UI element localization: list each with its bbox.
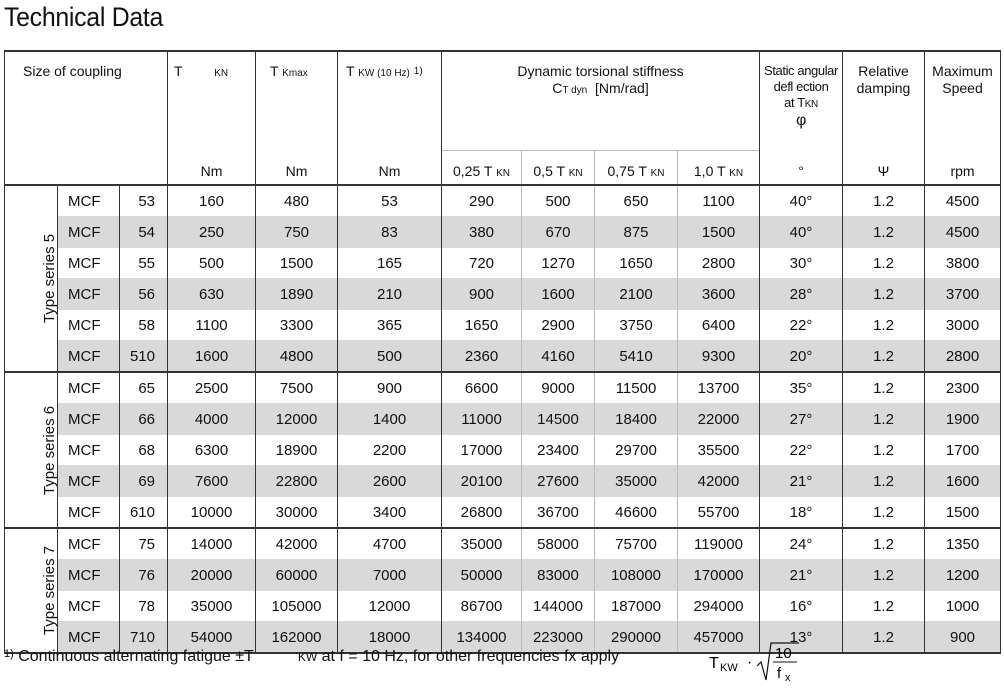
table-cell: 14500 <box>522 404 595 435</box>
table-cell: 500 <box>522 185 595 217</box>
table-cell: 3800 <box>925 248 1001 279</box>
table-cell: 1650 <box>595 248 678 279</box>
static-header: Static angular defl ection at TKN φ <box>760 51 843 151</box>
table-cell: 86700 <box>442 591 522 622</box>
table-cell: MCF <box>58 622 120 654</box>
unit-c075: 0,75 T KN <box>595 151 678 186</box>
table-cell: 42000 <box>256 528 338 560</box>
table-cell: 290 <box>442 185 522 217</box>
table-cell: 650 <box>595 185 678 217</box>
table-cell: 28° <box>760 279 843 310</box>
formula-graphic <box>709 638 809 684</box>
type-series-label <box>5 528 58 653</box>
table-cell: MCF <box>58 279 120 310</box>
formula-t: T <box>709 655 719 672</box>
table-cell: 250 <box>168 217 256 248</box>
table-cell: MCF <box>58 248 120 279</box>
table-cell: 40° <box>760 217 843 248</box>
table-cell: 1.2 <box>843 622 925 654</box>
table-cell: 1500 <box>256 248 338 279</box>
table-cell: 3400 <box>338 497 442 529</box>
table-row <box>5 591 1001 622</box>
table-row <box>5 435 1001 466</box>
table-row <box>5 372 1001 404</box>
size-header: Size of coupling <box>5 51 168 151</box>
table-cell: 30° <box>760 248 843 279</box>
table-cell: 4000 <box>168 404 256 435</box>
table-cell: MCF <box>58 404 120 435</box>
formula-den: f <box>777 665 782 682</box>
table-cell: 58 <box>120 310 168 341</box>
speed-header: Maximum Speed <box>925 51 1001 151</box>
table-cell: 1400 <box>338 404 442 435</box>
stiffness-header: Dynamic torsional stiffness CT dyn [Nm/rad] <box>442 51 760 151</box>
type-series-text: Type series 5 <box>41 233 59 324</box>
table-cell: 24° <box>760 528 843 560</box>
table-cell: 50000 <box>442 560 522 591</box>
unit-tkn: Nm <box>168 151 256 186</box>
table-cell: 4800 <box>256 341 338 373</box>
table-cell: 457000 <box>678 622 760 654</box>
tkmax-header: T Kmax <box>256 51 338 151</box>
table-cell: 1.2 <box>843 466 925 497</box>
table-cell: 2800 <box>678 248 760 279</box>
table-cell: 144000 <box>522 591 595 622</box>
table-cell: 21° <box>760 560 843 591</box>
table-cell: 2800 <box>925 341 1001 373</box>
table-row <box>5 248 1001 279</box>
table-cell: 13700 <box>678 372 760 404</box>
table-cell: 22° <box>760 310 843 341</box>
unit-rpm: rpm <box>925 151 1001 186</box>
table-cell: 16° <box>760 591 843 622</box>
fatigue-formula <box>709 638 809 689</box>
unit-c025: 0,25 T KN <box>442 151 522 186</box>
table-cell: 10000 <box>168 497 256 529</box>
table-cell: 58000 <box>522 528 595 560</box>
table-cell: 13° <box>760 622 843 654</box>
table-cell: 380 <box>442 217 522 248</box>
table-cell: 14000 <box>168 528 256 560</box>
table-cell: 35000 <box>168 591 256 622</box>
table-cell: 46600 <box>595 497 678 529</box>
table-row <box>5 341 1001 373</box>
table-cell: 17000 <box>442 435 522 466</box>
table-cell: 35° <box>760 372 843 404</box>
table-cell: 134000 <box>442 622 522 654</box>
table-cell: 9000 <box>522 372 595 404</box>
table-cell: 21° <box>760 466 843 497</box>
table-cell: 500 <box>338 341 442 373</box>
table-cell: 1500 <box>678 217 760 248</box>
table-cell: 2300 <box>925 372 1001 404</box>
table-cell: 1.2 <box>843 185 925 217</box>
table-cell: 76 <box>120 560 168 591</box>
table-cell: 42000 <box>678 466 760 497</box>
table-cell: 1600 <box>925 466 1001 497</box>
type-series-label <box>5 185 58 372</box>
table-cell: 54 <box>120 217 168 248</box>
table-cell: 510 <box>120 341 168 373</box>
table-cell: 20000 <box>168 560 256 591</box>
table-cell: 500 <box>168 248 256 279</box>
type-series-label <box>5 372 58 528</box>
table-cell: 1.2 <box>843 248 925 279</box>
table-cell: MCF <box>58 185 120 217</box>
table-cell: 18400 <box>595 404 678 435</box>
table-cell: 4700 <box>338 528 442 560</box>
table-cell: 75700 <box>595 528 678 560</box>
table-cell: 36700 <box>522 497 595 529</box>
table-cell: 83 <box>338 217 442 248</box>
table-cell: 1.2 <box>843 528 925 560</box>
table-cell: 75 <box>120 528 168 560</box>
table-cell: 1650 <box>442 310 522 341</box>
table-cell: 900 <box>442 279 522 310</box>
table-cell: 162000 <box>256 622 338 654</box>
table-cell: 1.2 <box>843 217 925 248</box>
table-cell: 1700 <box>925 435 1001 466</box>
formula-dot: · <box>747 654 753 671</box>
table-cell: 875 <box>595 217 678 248</box>
tkn-header: T KN <box>168 51 256 151</box>
table-cell: 1.2 <box>843 341 925 373</box>
table-cell: 160 <box>168 185 256 217</box>
table-cell: 6600 <box>442 372 522 404</box>
table-cell: MCF <box>58 435 120 466</box>
table-cell: 2500 <box>168 372 256 404</box>
table-cell: 3700 <box>925 279 1001 310</box>
formula-sub: KW <box>720 662 738 674</box>
table-cell: 83000 <box>522 560 595 591</box>
table-cell: 4500 <box>925 185 1001 217</box>
table-cell: 290000 <box>595 622 678 654</box>
table-cell: 2900 <box>522 310 595 341</box>
tkw-header: T KW (10 Hz) $^{1)}$ <box>338 51 442 151</box>
table-cell: 1200 <box>925 560 1001 591</box>
table-cell: MCF <box>58 310 120 341</box>
unit-size <box>5 151 168 186</box>
formula-num: 10 <box>775 645 792 662</box>
table-cell: 23400 <box>522 435 595 466</box>
unit-tkmax: Nm <box>256 151 338 186</box>
table-cell: 480 <box>256 185 338 217</box>
table-cell: 18900 <box>256 435 338 466</box>
table-cell: 27600 <box>522 466 595 497</box>
table-row <box>5 560 1001 591</box>
table-cell: 1000 <box>925 591 1001 622</box>
table-cell: 1.2 <box>843 497 925 529</box>
technical-data-table <box>4 50 1001 654</box>
type-series-text: Type series 7 <box>41 545 59 636</box>
table-cell: 3750 <box>595 310 678 341</box>
table-row <box>5 497 1001 529</box>
table-cell: 35000 <box>442 528 522 560</box>
table-cell: 1.2 <box>843 372 925 404</box>
table-cell: 170000 <box>678 560 760 591</box>
table-cell: 35500 <box>678 435 760 466</box>
table-cell: 630 <box>168 279 256 310</box>
table-row <box>5 217 1001 248</box>
table-cell: MCF <box>58 560 120 591</box>
table-cell: 119000 <box>678 528 760 560</box>
table-cell: 27° <box>760 404 843 435</box>
table-cell: 30000 <box>256 497 338 529</box>
table-cell: MCF <box>58 497 120 529</box>
table-cell: 18000 <box>338 622 442 654</box>
table-cell: 1.2 <box>843 279 925 310</box>
unit-c05: 0,5 T KN <box>522 151 595 186</box>
table-cell: 35000 <box>595 466 678 497</box>
table-cell: 20° <box>760 341 843 373</box>
table-cell: 3300 <box>256 310 338 341</box>
type-series-text: Type series 6 <box>41 405 59 495</box>
table-cell: 9300 <box>678 341 760 373</box>
table-cell: 165 <box>338 248 442 279</box>
table-cell: 187000 <box>595 591 678 622</box>
table-cell: 105000 <box>256 591 338 622</box>
table-cell: 4160 <box>522 341 595 373</box>
table-cell: 68 <box>120 435 168 466</box>
table-cell: 2200 <box>338 435 442 466</box>
table-cell: 78 <box>120 591 168 622</box>
table-row <box>5 310 1001 341</box>
unit-deg: ° <box>760 151 843 186</box>
table-cell: 12000 <box>338 591 442 622</box>
table-cell: 11500 <box>595 372 678 404</box>
table-cell: MCF <box>58 341 120 373</box>
table-row <box>5 404 1001 435</box>
table-cell: 710 <box>120 622 168 654</box>
table-cell: 2600 <box>338 466 442 497</box>
table-cell: 365 <box>338 310 442 341</box>
table-cell: 66 <box>120 404 168 435</box>
table-cell: 900 <box>925 622 1001 654</box>
table-cell: 1600 <box>522 279 595 310</box>
table-cell: 29700 <box>595 435 678 466</box>
table-cell: 11000 <box>442 404 522 435</box>
table-cell: 1270 <box>522 248 595 279</box>
table-cell: 40° <box>760 185 843 217</box>
unit-tkw: Nm <box>338 151 442 186</box>
table-cell: 7000 <box>338 560 442 591</box>
table-cell: 900 <box>338 372 442 404</box>
table-cell: 2360 <box>442 341 522 373</box>
table-cell: 1100 <box>168 310 256 341</box>
table-cell: 22800 <box>256 466 338 497</box>
table-cell: 108000 <box>595 560 678 591</box>
table-cell: 1600 <box>168 341 256 373</box>
table-cell: 22° <box>760 435 843 466</box>
table-cell: 7500 <box>256 372 338 404</box>
table-cell: MCF <box>58 217 120 248</box>
table-cell: 1.2 <box>843 591 925 622</box>
table-cell: 1.2 <box>843 310 925 341</box>
table-cell: 5410 <box>595 341 678 373</box>
table-cell: 12000 <box>256 404 338 435</box>
table-cell: 720 <box>442 248 522 279</box>
footnote: $^{1)}$ Continuous alternating fatigue ±T KW at f = 10 Hz, for other frequencies fx apply <box>4 648 620 665</box>
table-body <box>5 185 1001 653</box>
table-row <box>5 185 1001 217</box>
table-cell: 6400 <box>678 310 760 341</box>
table-cell: 210 <box>338 279 442 310</box>
table-cell: 7600 <box>168 466 256 497</box>
table-cell: 56 <box>120 279 168 310</box>
table-cell: 1100 <box>678 185 760 217</box>
table-cell: MCF <box>58 372 120 404</box>
table-cell: 26800 <box>442 497 522 529</box>
table-cell: 294000 <box>678 591 760 622</box>
table-cell: 3600 <box>678 279 760 310</box>
table-cell: MCF <box>58 528 120 560</box>
table-cell: 53 <box>338 185 442 217</box>
table-cell: 55 <box>120 248 168 279</box>
table-row <box>5 528 1001 560</box>
table-cell: 69 <box>120 466 168 497</box>
unit-psi: Ψ <box>843 151 925 186</box>
table-cell: MCF <box>58 466 120 497</box>
table-cell: 4500 <box>925 217 1001 248</box>
formula-den-sub: x <box>785 672 791 684</box>
table-cell: 54000 <box>168 622 256 654</box>
table-cell: 1890 <box>256 279 338 310</box>
table-cell: 610 <box>120 497 168 529</box>
unit-c10: 1,0 T KN <box>678 151 760 186</box>
table-cell: 1.2 <box>843 435 925 466</box>
table-cell: 223000 <box>522 622 595 654</box>
table-cell: 2100 <box>595 279 678 310</box>
table-cell: 18° <box>760 497 843 529</box>
table-row <box>5 279 1001 310</box>
table-cell: 6300 <box>168 435 256 466</box>
table-cell: 1900 <box>925 404 1001 435</box>
table-cell: 3000 <box>925 310 1001 341</box>
page-title: Technical Data <box>4 2 164 32</box>
table-cell: MCF <box>58 591 120 622</box>
table-cell: 1350 <box>925 528 1001 560</box>
table-cell: 20100 <box>442 466 522 497</box>
table-row <box>5 466 1001 497</box>
table-cell: 1.2 <box>843 404 925 435</box>
table-cell: 750 <box>256 217 338 248</box>
table-cell: 1500 <box>925 497 1001 529</box>
table-cell: 670 <box>522 217 595 248</box>
table-cell: 60000 <box>256 560 338 591</box>
damping-header: Relative damping <box>843 51 925 151</box>
table-cell: 65 <box>120 372 168 404</box>
table-cell: 22000 <box>678 404 760 435</box>
table-cell: 55700 <box>678 497 760 529</box>
table-cell: 1.2 <box>843 560 925 591</box>
table-cell: 53 <box>120 185 168 217</box>
